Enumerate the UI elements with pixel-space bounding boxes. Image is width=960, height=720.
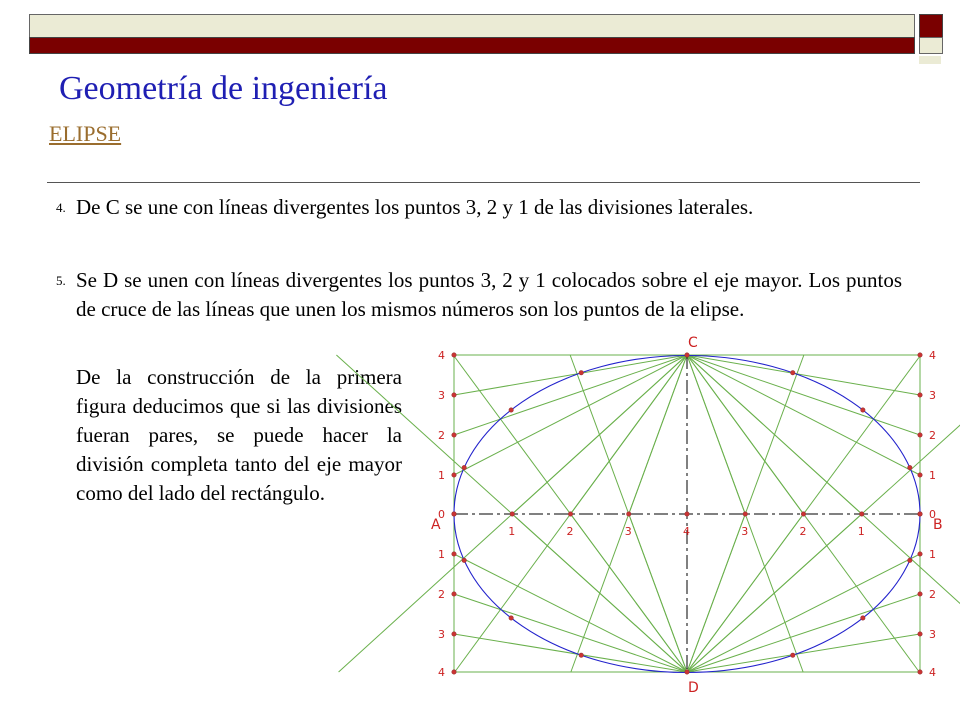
ellipse-point [791,371,795,375]
right-side-label: 3 [929,389,936,402]
right-side-label: 0 [929,508,936,521]
right-side-label: 4 [929,349,936,362]
ellipse-point [861,616,865,620]
vertex-label-c: C [688,335,698,351]
axis-label: 2 [566,525,574,538]
slide-title: Geometría de ingeniería [59,70,388,107]
right-division-point [918,393,922,397]
left-side-label: 2 [438,588,445,601]
right-division-point [918,473,922,477]
right-side-label: 3 [929,628,936,641]
ellipse-point [579,371,583,375]
left-division-point [452,592,456,596]
explanation-paragraph: De la construcción de la primera figura deducimos que si las divisiones fueran pares, se puede hacer la división completa tanto del eje mayor como del lado del rectángulo. [76,365,402,505]
construction-line [454,554,687,672]
vertex-point-b [918,512,922,516]
ellipse-point [861,408,865,412]
vertex-label-a: A [431,517,441,533]
construction-line [454,594,687,672]
right-division-point [918,632,922,636]
vertex-label-d: D [688,680,699,696]
right-division-point [918,433,922,437]
item-number: 5. [56,273,66,288]
axis-division-point [801,512,805,516]
left-division-point [452,473,456,477]
left-division-point [452,433,456,437]
construction-line [512,355,687,514]
construction-line [629,514,687,672]
construction-line [454,634,687,672]
right-side-label: 2 [929,429,936,442]
axis-label: 1 [508,525,516,538]
vertex-point-a [452,512,456,516]
construction-line [687,355,920,475]
axis-division-point [860,512,864,516]
construction-line [687,514,745,672]
right-division-point [918,353,922,357]
ellipse-point [579,653,583,657]
slide-subtitle-link[interactable]: ELIPSE [49,121,122,146]
vertex-label-b: B [933,517,943,533]
ellipse-point [462,558,466,562]
item-number: 4. [56,200,66,215]
left-side-label: 1 [438,548,445,561]
ellipse-point [509,408,513,412]
axis-label: 4 [683,525,690,538]
construction-line [687,355,745,514]
right-division-point [918,592,922,596]
construction-line [687,355,862,514]
ellipse-point [908,558,912,562]
vertex-point-c [685,353,689,357]
left-division-point [452,552,456,556]
left-side-label: 0 [438,508,445,521]
left-division-point [452,393,456,397]
construction-line [687,594,920,672]
construction-line [687,514,862,672]
right-division-point [918,670,922,674]
axis-division-point [743,512,747,516]
axis-division-point [627,512,631,516]
axis-division-point [510,512,514,516]
construction-line [687,554,920,672]
right-side-label: 4 [929,666,936,679]
axis-label: 2 [799,525,807,538]
left-side-label: 2 [438,429,445,442]
left-side-label: 1 [438,469,445,482]
construction-line [571,355,688,514]
left-division-point [452,670,456,674]
right-side-label: 1 [929,548,936,561]
axis-label: 3 [741,525,749,538]
axis-division-point [568,512,572,516]
axis-division-point [685,512,689,516]
left-side-label: 4 [438,349,445,362]
construction-line [687,355,920,395]
construction-line [687,355,804,514]
vertex-point-d [685,670,689,674]
item-text: Se D se unen con líneas divergentes los puntos 3, 2 y 1 colocados sobre el eje mayor. Los puntos de cruce de las líneas que unen los mismos números son los puntos de la elipse. [76,268,902,321]
ellipse-point [462,465,466,469]
ellipse-point [509,616,513,620]
right-side-label: 1 [929,469,936,482]
construction-line [687,355,920,435]
left-side-label: 4 [438,666,445,679]
construction-line [454,355,687,435]
right-side-label: 2 [929,588,936,601]
left-side-label: 3 [438,389,445,402]
construction-line [454,355,687,475]
construction-line [512,514,687,672]
right-division-point [918,552,922,556]
left-side-label: 3 [438,628,445,641]
ellipse-point [908,465,912,469]
item-text: De C se une con líneas divergentes los puntos 3, 2 y 1 de las divisiones laterales. [76,195,754,219]
axis-label: 3 [624,525,632,538]
construction-line [629,355,687,514]
construction-line [687,634,920,672]
axis-label: 1 [857,525,865,538]
left-division-point [452,353,456,357]
construction-line [454,355,687,395]
ellipse-point [791,653,795,657]
left-division-point [452,632,456,636]
